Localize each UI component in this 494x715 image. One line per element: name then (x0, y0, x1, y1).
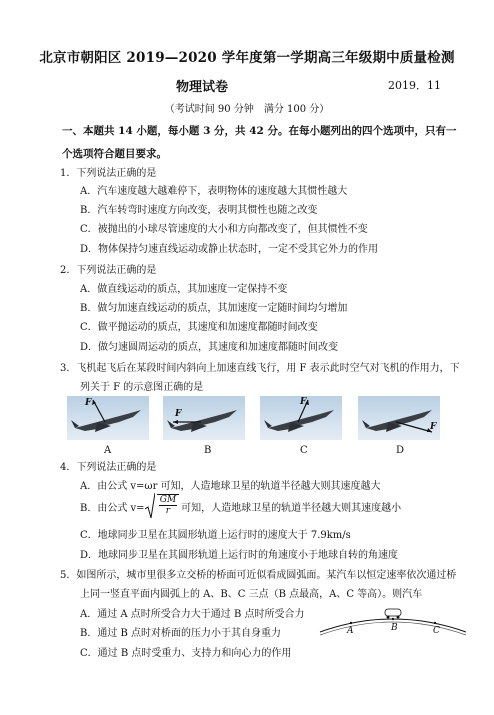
q1-option-c: C．被抛出的小球尽管速度的大小和方向都改变了，但其惯性不变 (80, 224, 368, 235)
choice-label-d: D (396, 445, 405, 456)
bridge-arc-figure (318, 602, 468, 642)
q3-stem-line1: 3．飞机起飞后在某段时间内斜向上加速直线飞行，用 F 表示此时空气对飞机的作用力，下 (60, 363, 460, 374)
exam-date: 2019．11 (388, 79, 441, 92)
radical-sign-icon (145, 492, 155, 520)
q4-stem: 4．下列说法正确的是 (60, 462, 157, 473)
force-label-d: F (430, 422, 437, 432)
q4-option-b-prefix: B．由公式 v= (80, 502, 145, 514)
q4-option-c: C．地球同步卫星在其圆形轨道上运行时的速度大于 7.9km/s (80, 530, 351, 541)
choice-label-c: C (300, 445, 308, 456)
sqrt-formula (145, 492, 180, 520)
force-label-a: F (85, 398, 92, 408)
subject-title: 物理试卷 (176, 80, 229, 95)
q3-stem-line2: 列关于 F 的示意图正确的是 (80, 382, 204, 393)
fraction-numerator: GM (159, 495, 177, 505)
q3-figure-d (358, 396, 440, 440)
q2-option-d: D．做匀速圆周运动的质点，其速度和加速度都随时间改变 (80, 342, 339, 353)
q3-figure-c (260, 396, 342, 440)
section-instructions: 一、本题共 14 小题，每小题 3 分，共 42 分。在每小题列出的四个选项中，只有一个选项符合题目要求。 (62, 125, 457, 160)
force-label-b: F (175, 409, 182, 419)
bridge-label-b: B (391, 623, 398, 633)
q2-option-c: C．做平抛运动的质点，其速度和加速度都随时间改变 (80, 322, 318, 333)
q5-stem-line1: 5．如图所示，城市里很多立交桥的桥面可近似看成圆弧面。某汽车以恒定速率依次通过桥 (60, 570, 457, 581)
jet-plane-icon (67, 396, 149, 440)
q1-option-a: A．汽车速度越大越难停下，表明物体的速度越大其惯性越大 (80, 186, 348, 197)
q4-option-b (80, 492, 401, 520)
q2-option-b: B．做匀加速直线运动的质点，其加速度一定随时间均匀增加 (80, 303, 348, 314)
q1-option-b: B．汽车转弯时速度方向改变，表明其惯性也随之改变 (80, 205, 318, 216)
gm-over-r-fraction (157, 495, 179, 516)
q4-option-b-suffix: 可知，人造地球卫星的轨道半径越大则其速度越小 (181, 502, 402, 514)
bridge-label-a: A (347, 626, 354, 636)
q5-option-c: C．通过 B 点时受重力、支持力和向心力的作用 (80, 648, 292, 659)
fraction-denominator: r (165, 506, 171, 516)
q1-option-d: D．物体保持匀速直线运动或静止状态时，一定不受其它外力的作用 (80, 244, 379, 255)
q5-stem-line2: 上同一竖直平面内圆弧上的 A、B、C 三点（B 点最高，A、C 等高）。则汽车 (80, 589, 423, 600)
car-icon (385, 609, 401, 616)
jet-plane-icon (358, 396, 440, 440)
q5-option-a: A．通过 A 点时所受合力大于通过 B 点时所受合力 (80, 609, 305, 620)
q3-figure-b (163, 396, 245, 440)
choice-label-b: B (204, 445, 212, 456)
q1-stem: 1．下列说法正确的是 (60, 168, 157, 179)
q3-figure-a (67, 396, 149, 440)
q2-stem: 2．下列说法正确的是 (60, 265, 157, 276)
q2-option-a: A．做直线运动的质点，其加速度一定保持不变 (80, 284, 288, 295)
force-label-c: F (300, 397, 307, 407)
exam-info: （考试时间 90 分钟 满分 100 分） (164, 104, 330, 115)
q4-option-d: D．地球同步卫星在其圆形轨道上运行时的角速度小于地球自转的角速度 (80, 550, 399, 561)
choice-label-a: A (104, 445, 112, 456)
exam-title: 北京市朝阳区 2019—2020 学年度第一学期高三年级期中质量检测 (39, 50, 455, 66)
bridge-label-c: C (433, 626, 440, 636)
q5-option-b: B．通过 B 点时对桥面的压力小于其自身重力 (80, 628, 282, 639)
q4-option-a: A．由公式 v=ωr 可知，人造地球卫星的轨道半径越大则其速度越大 (80, 481, 381, 492)
